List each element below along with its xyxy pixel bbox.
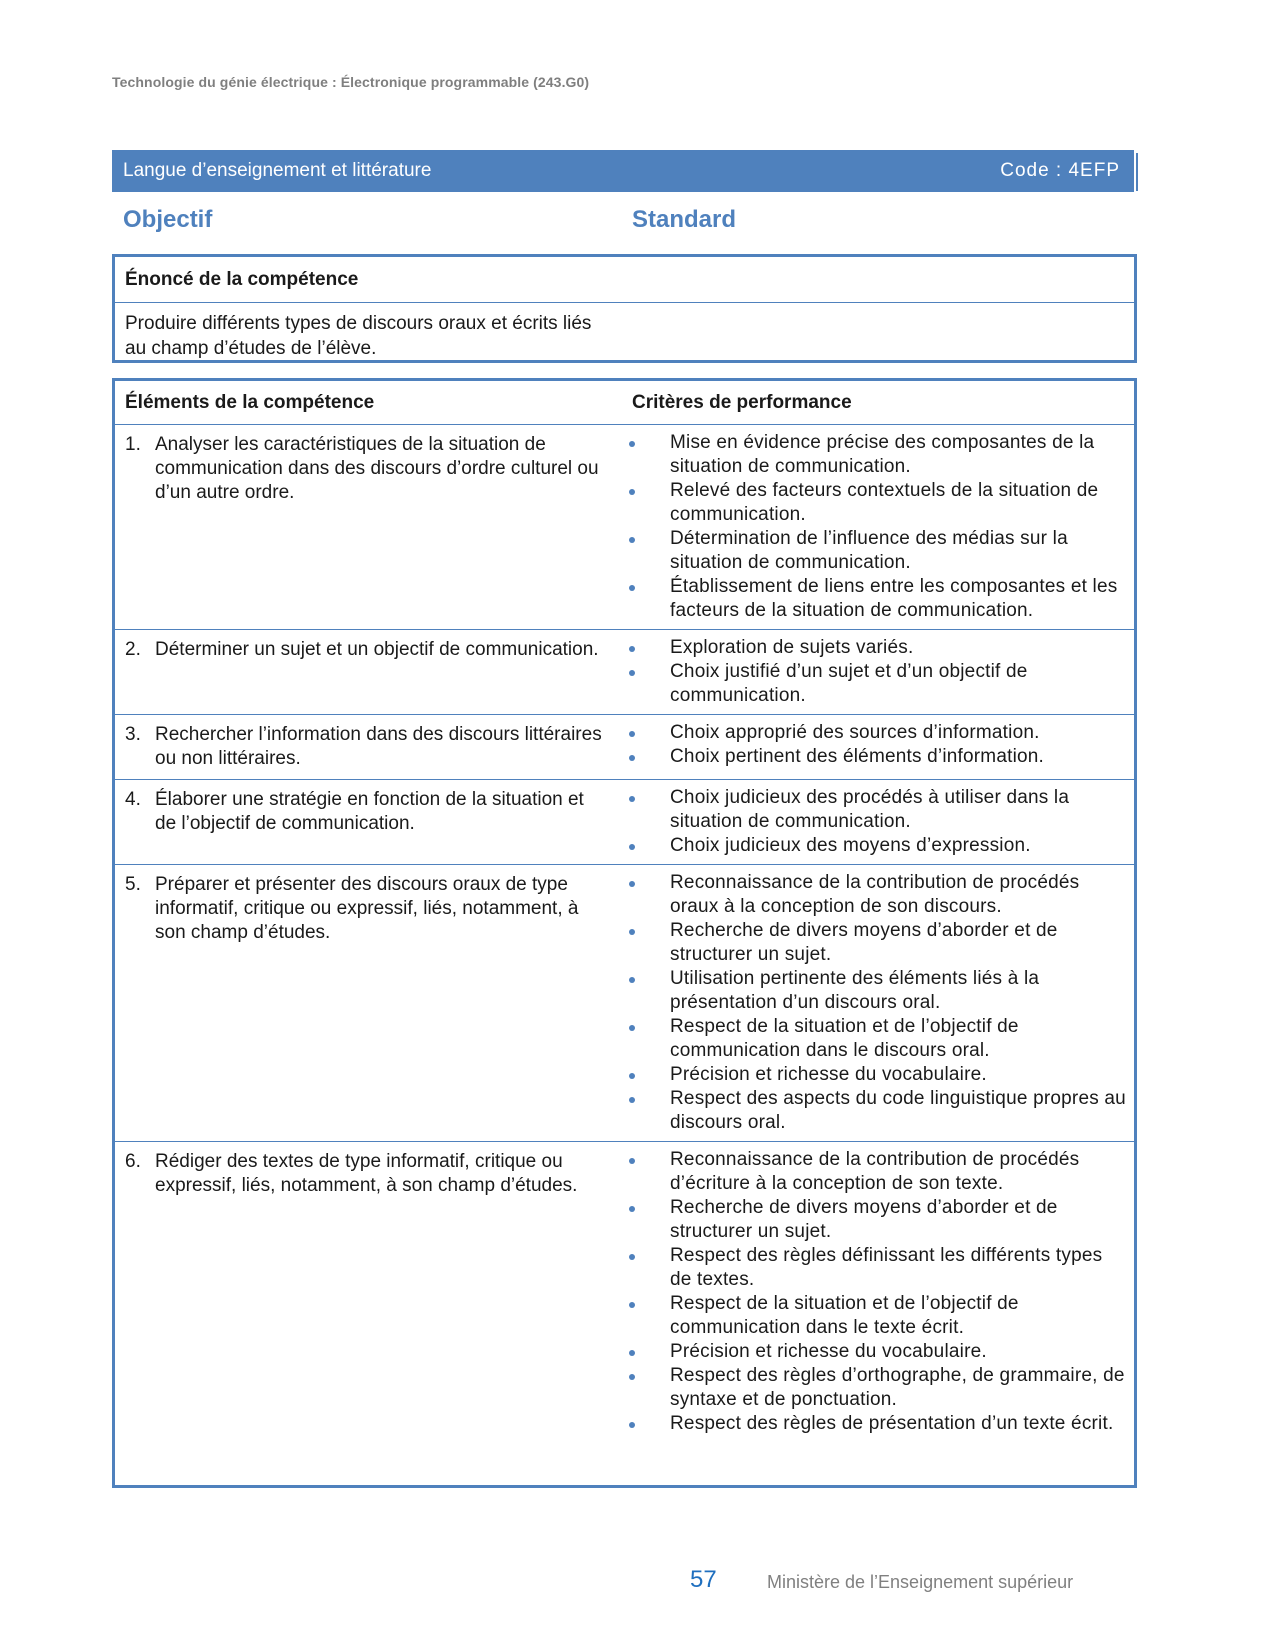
criterion-item [613, 1196, 1126, 1244]
element-text: Préparer et présenter des discours oraux de type informatif, critique ou expressif, liés, notamment, à son champ d’études. [155, 874, 579, 943]
criterion-text: Reconnaissance de la contribution de procédés d’écriture à la conception de son texte. [670, 1149, 1080, 1194]
element-cell [115, 780, 613, 864]
bullet-icon [613, 479, 670, 527]
element-number: 2. [125, 639, 141, 660]
criterion-text: Précision et richesse du vocabulaire. [670, 1341, 987, 1362]
criterion-text: Détermination de l’influence des médias sur la situation de communication. [670, 528, 1068, 573]
criteria-cell [613, 630, 1134, 714]
criterion-text: Recherche de divers moyens d’aborder et de structurer un sujet. [670, 1197, 1058, 1242]
criteria-cell [613, 715, 1134, 779]
bullet-icon [613, 431, 670, 479]
criterion-item [613, 527, 1126, 575]
page-number: 57 [690, 1566, 717, 1593]
criterion-item [613, 919, 1126, 967]
element-cell [115, 425, 613, 629]
competence-elements-table [112, 378, 1137, 1488]
element-cell [115, 865, 613, 1141]
bullet-icon [613, 1412, 670, 1436]
competence-heading: Énoncé de la compétence [115, 257, 1134, 303]
bullet-icon [613, 745, 670, 769]
element-text: Élaborer une stratégie en fonction de la situation et de l’objectif de communication. [155, 789, 584, 834]
header-criteria: Critères de performance [632, 391, 852, 413]
bullet-icon [613, 1196, 670, 1244]
criterion-text: Choix judicieux des moyens d’expression. [670, 835, 1031, 856]
criterion-text: Respect de la situation et de l’objectif de communication dans le texte écrit. [670, 1293, 1019, 1338]
criterion-text: Utilisation pertinente des éléments liés à la présentation d’un discours oral. [670, 968, 1040, 1013]
header-elements: Éléments de la compétence [125, 391, 375, 413]
criterion-item [613, 721, 1126, 745]
element-cell [115, 715, 613, 779]
bullet-icon [613, 1063, 670, 1087]
criteria-cell [613, 780, 1134, 864]
competence-statement: Produire différents types de discours oraux et écrits liés au champ d’études de l’élève. [125, 313, 592, 359]
bullet-icon [613, 1364, 670, 1412]
standard-label: Standard [632, 206, 737, 233]
criterion-item [613, 1015, 1126, 1063]
element-cell [115, 1142, 613, 1478]
bullet-icon [613, 786, 670, 834]
criteria-cell [613, 1142, 1134, 1478]
criteria-cell [613, 865, 1134, 1141]
criterion-item [613, 786, 1126, 834]
element-number: 1. [125, 434, 141, 455]
element-text: Déterminer un sujet et un objectif de communication. [155, 639, 599, 660]
criterion-text: Établissement de liens entre les composantes et les facteurs de la situation de communication. [670, 576, 1118, 621]
criterion-item [613, 431, 1126, 479]
bullet-icon [613, 1292, 670, 1340]
criterion-item [613, 1244, 1126, 1292]
criterion-text: Choix approprié des sources d’information. [670, 722, 1040, 743]
criterion-text: Respect des règles d’orthographe, de grammaire, de syntaxe et de ponctuation. [670, 1365, 1125, 1410]
bullet-icon [613, 1148, 670, 1196]
criterion-item [613, 834, 1126, 858]
criterion-text: Précision et richesse du vocabulaire. [670, 1064, 987, 1085]
bullet-icon [613, 575, 670, 623]
objective-label: Objectif [123, 206, 213, 233]
criterion-item [613, 871, 1126, 919]
element-number: 4. [125, 789, 141, 810]
table-row [115, 715, 1134, 780]
criterion-item [613, 1087, 1126, 1135]
criterion-item [613, 967, 1126, 1015]
criterion-item [613, 660, 1126, 708]
criterion-item [613, 636, 1126, 660]
table-row [115, 630, 1134, 715]
criterion-text: Choix pertinent des éléments d’information. [670, 746, 1045, 767]
bullet-icon [613, 967, 670, 1015]
bullet-icon [613, 834, 670, 858]
criterion-text: Respect des aspects du code linguistique propres au discours oral. [670, 1088, 1126, 1133]
bullet-icon [613, 1087, 670, 1135]
element-text: Rédiger des textes de type informatif, critique ou expressif, liés, notamment, à son champ d’études. [155, 1151, 578, 1196]
bullet-icon [613, 527, 670, 575]
competence-statement-box [112, 254, 1137, 363]
criterion-item [613, 1148, 1126, 1196]
bullet-icon [613, 1244, 670, 1292]
criterion-text: Respect des règles définissant les différents types de textes. [670, 1245, 1103, 1290]
criterion-text: Mise en évidence précise des composantes de la situation de communication. [670, 432, 1095, 477]
criterion-text: Recherche de divers moyens d’aborder et de structurer un sujet. [670, 920, 1058, 965]
course-code: Code : 4EFP [1000, 160, 1120, 181]
table-row [115, 425, 1134, 630]
criterion-item [613, 1412, 1126, 1436]
element-number: 6. [125, 1151, 141, 1172]
element-text: Analyser les caractéristiques de la situation de communication dans des discours d’ordre culturel ou d’un autre ordre. [155, 434, 599, 503]
footer-ministry: Ministère de l’Enseignement supérieur [767, 1572, 1074, 1592]
element-text: Rechercher l’information dans des discours littéraires ou non littéraires. [155, 724, 602, 769]
criterion-text: Reconnaissance de la contribution de procédés oraux à la conception de son discours. [670, 872, 1080, 917]
criterion-text: Choix judicieux des procédés à utiliser dans la situation de communication. [670, 787, 1070, 832]
table-row [115, 780, 1134, 865]
criterion-text: Relevé des facteurs contextuels de la situation de communication. [670, 480, 1099, 525]
criterion-item [613, 575, 1126, 623]
criterion-item [613, 1340, 1126, 1364]
document-running-header: Technologie du génie électrique : Électronique programmable (243.G0) [112, 74, 590, 90]
course-title-bar [112, 150, 1134, 192]
element-cell [115, 630, 613, 714]
table-row [115, 865, 1134, 1142]
criterion-text: Choix justifié d’un sujet et d’un objectif de communication. [670, 661, 1028, 706]
bullet-icon [613, 1340, 670, 1364]
table-header-row [115, 381, 1134, 425]
criterion-item [613, 479, 1126, 527]
criterion-text: Respect de la situation et de l’objectif de communication dans le discours oral. [670, 1016, 1019, 1061]
criterion-item [613, 745, 1126, 769]
criterion-item [613, 1292, 1126, 1340]
criterion-text: Respect des règles de présentation d’un texte écrit. [670, 1413, 1114, 1434]
course-title: Langue d’enseignement et littérature [123, 160, 432, 181]
element-number: 5. [125, 874, 141, 895]
bullet-icon [613, 871, 670, 919]
element-number: 3. [125, 724, 141, 745]
bullet-icon [613, 721, 670, 745]
bullet-icon [613, 1015, 670, 1063]
criterion-item [613, 1364, 1126, 1412]
table-body [115, 425, 1134, 1478]
table-row [115, 1142, 1134, 1478]
criterion-item [613, 1063, 1126, 1087]
bullet-icon [613, 660, 670, 708]
criteria-cell [613, 425, 1134, 629]
bullet-icon [613, 919, 670, 967]
criterion-text: Exploration de sujets variés. [670, 637, 914, 658]
bullet-icon [613, 636, 670, 660]
